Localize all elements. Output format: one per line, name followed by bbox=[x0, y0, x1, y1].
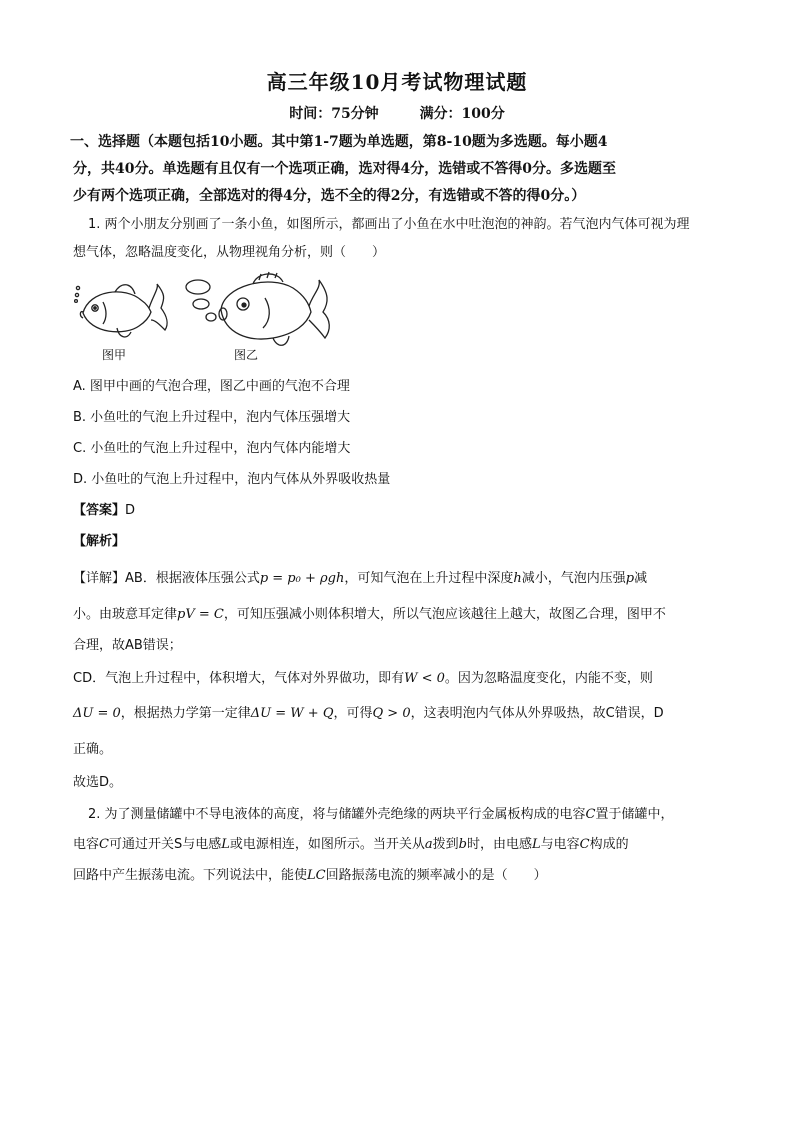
analysis-label: 【解析】 bbox=[73, 534, 126, 549]
var-b: b bbox=[458, 837, 467, 852]
explanation-text: ，根据热力学第一定律 bbox=[120, 706, 251, 721]
explanation-text: 小。由玻意耳定律 bbox=[73, 607, 178, 622]
explanation-line5 bbox=[73, 702, 664, 721]
exam-meta bbox=[0, 103, 794, 123]
explanation-line7: 故选D。 bbox=[73, 775, 123, 790]
var-a: a bbox=[424, 837, 433, 852]
page-title: 高三年级10月考试物理试题 bbox=[266, 70, 528, 94]
question-text: 可通过开关S与电感 bbox=[108, 837, 222, 852]
question-text: 时，由电感 bbox=[467, 837, 533, 852]
var-h: h bbox=[513, 571, 522, 586]
question1-stem-line1: 1. 两个小朋友分别画了一条小鱼，如图所示，都画出了小鱼在水中吐泡泡的神韵。若气泡内气体可视为理 bbox=[88, 217, 690, 232]
question-text: 2. 为了测量储罐中不导电液体的高度，将与储罐外壳绝缘的两块平行金属板构成的电容 bbox=[88, 807, 586, 822]
option-c: C. 小鱼吐的气泡上升过程中，泡内气体内能增大 bbox=[73, 441, 351, 456]
figure-b-caption: 图乙 bbox=[234, 348, 259, 362]
explanation-text: ，这表明泡内气体从外界吸热，故C错误，D bbox=[410, 706, 664, 721]
explanation-line4 bbox=[73, 667, 653, 686]
question-text: 与电容 bbox=[540, 837, 580, 852]
exam-score: 满分：100分 bbox=[419, 106, 505, 122]
explanation-text: ，可得 bbox=[333, 706, 373, 721]
figure-a-caption: 图甲 bbox=[102, 348, 127, 362]
section-instructions-line2: 分，共40分。单选题有且仅有一个选项正确，选对得4分，选错或不答得0分。多选题至 bbox=[73, 161, 616, 177]
explanation-text: ，可知压强减小则体积增大，所以气泡应该越往上越大，故图乙合理，图甲不 bbox=[223, 607, 666, 622]
question2-line3 bbox=[73, 864, 547, 883]
section-instructions-line3: 少有两个选项正确，全部选对的得4分，选不全的得2分，有选错或不答的得0分。） bbox=[73, 188, 586, 204]
explanation-text: CD．气泡上升过程中，体积增大，气体对外界做功，即有 bbox=[73, 671, 405, 686]
question-text: 构成的 bbox=[589, 837, 629, 852]
question-text: 置于储罐中， bbox=[595, 807, 674, 822]
detail-label: 【详解】 bbox=[73, 571, 126, 586]
fish-a-drawing bbox=[75, 284, 167, 337]
exam-time: 时间：75分钟 bbox=[289, 106, 379, 122]
answer-row bbox=[73, 499, 135, 518]
option-a: A. 图甲中画的气泡合理，图乙中画的气泡不合理 bbox=[73, 379, 350, 394]
explanation-line1 bbox=[73, 567, 647, 586]
explanation-text: AB．根据液体压强公式 bbox=[125, 571, 260, 586]
question2-line2 bbox=[73, 833, 629, 852]
formula-liquid-pressure: p = p₀ + ρgh bbox=[259, 571, 345, 586]
explanation-text: 。因为忽略温度变化，内能不变，则 bbox=[444, 671, 653, 686]
question-text: 回路中产生振荡电流。下列说法中，能使 bbox=[73, 868, 308, 883]
var-LC: LC bbox=[307, 868, 326, 883]
var-C: C bbox=[585, 807, 596, 822]
question-text: 回路振荡电流的频率减小的是（ ） bbox=[325, 868, 547, 883]
var-C: C bbox=[99, 837, 109, 852]
var-C: C bbox=[579, 837, 590, 852]
question-text: 电容 bbox=[73, 837, 100, 852]
section-instructions-line1: 一、选择题（本题包括10小题。其中第1-7题为单选题，第8-10题为多选题。每小题4 bbox=[70, 134, 608, 150]
option-b: B. 小鱼吐的气泡上升过程中，泡内气体压强增大 bbox=[73, 410, 351, 425]
question-text: 或电源相连，如图所示。当开关从 bbox=[229, 837, 425, 852]
question-text: 拨到 bbox=[432, 837, 459, 852]
explanation-text: 减小，气泡内压强 bbox=[521, 571, 626, 586]
explanation-line3: 合理，故AB错误； bbox=[73, 638, 182, 653]
formula-first-law: ΔU = W + Q bbox=[250, 706, 334, 721]
formula-work: W < 0 bbox=[404, 671, 445, 686]
var-p: p bbox=[625, 571, 635, 586]
explanation-text: ，可知气泡在上升过程中深度 bbox=[344, 571, 514, 586]
question1-stem-line2: 想气体，忽略温度变化，从物理视角分析，则（ ） bbox=[73, 245, 386, 260]
explanation-text: 减 bbox=[634, 571, 648, 586]
formula-boyle: pV = C bbox=[177, 607, 224, 622]
formula-internal-energy: ΔU = 0 bbox=[73, 706, 121, 721]
answer-label: 【答案】 bbox=[73, 503, 126, 518]
explanation-line6: 正确。 bbox=[73, 742, 113, 757]
answer-value: D bbox=[125, 503, 136, 518]
option-d: D. 小鱼吐的气泡上升过程中，泡内气体从外界吸收热量 bbox=[73, 472, 391, 487]
question2-line1 bbox=[88, 803, 674, 822]
var-L: L bbox=[532, 837, 541, 852]
explanation-line2 bbox=[73, 603, 666, 622]
var-L: L bbox=[221, 837, 230, 852]
fish-b-drawing bbox=[186, 272, 329, 345]
formula-heat: Q > 0 bbox=[372, 706, 411, 721]
